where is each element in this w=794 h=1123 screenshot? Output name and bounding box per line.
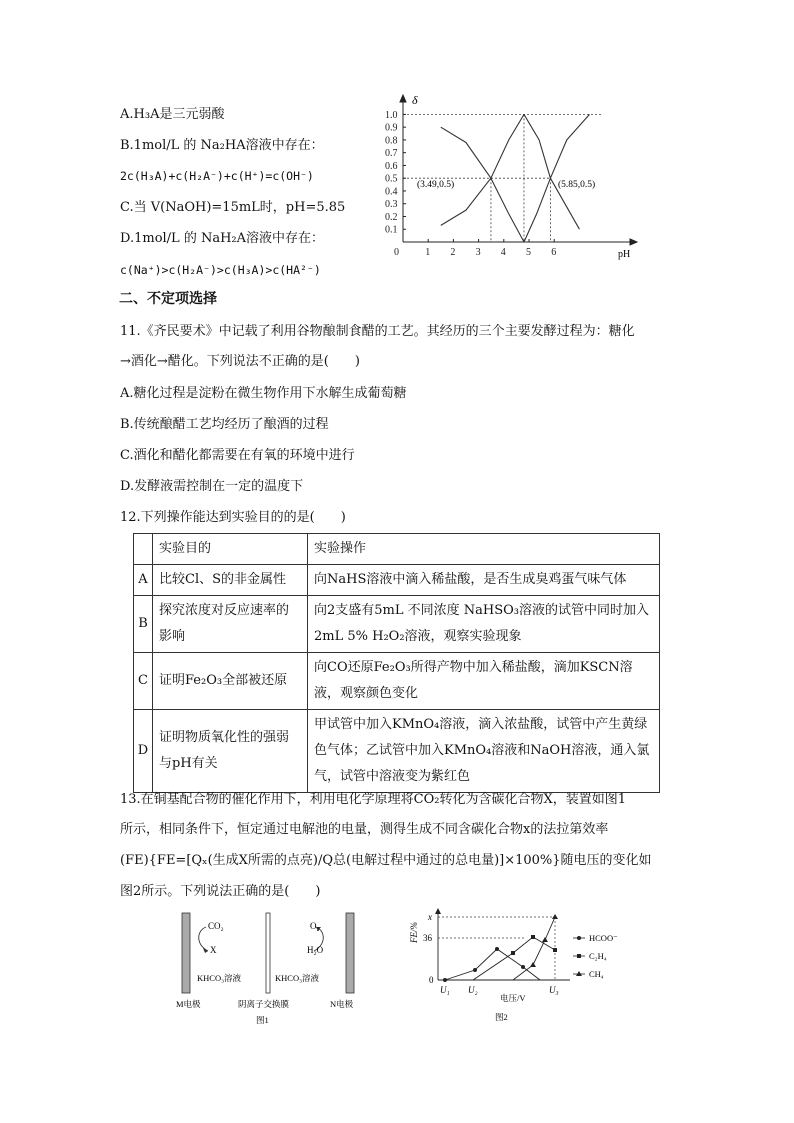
point [443,978,447,982]
q11-option-c: C.酒化和醋化都需要在有氧的环境中进行 [120,448,355,463]
legend-marker [576,971,582,976]
table-header-row [134,534,660,565]
x-tick-label: 0 [394,247,399,258]
series-c2h4 [473,937,555,980]
q10-option-d-equation: c(Na⁺)>c(H₂A⁻)>c(H₃A)>c(HA²⁻) [120,263,321,277]
table-row [134,565,660,596]
label-x: X [210,945,217,955]
x-tick-label: 6 [551,247,557,258]
label-co2: CO₂ [208,921,224,931]
series-ha2 [524,114,590,242]
y-tick-label: 0.4 [385,186,398,198]
table-row [134,710,660,793]
row-purpose: 证明Fe₂O₃全部被还原 [153,653,308,710]
point [531,935,535,939]
label-h2o: H₂O [307,945,324,955]
table-row [134,653,660,710]
q10-option-b: B.1mol/L 的 Na₂HA溶液中存在： [120,138,324,153]
point [542,937,548,942]
legend-marker [577,954,581,958]
q10-option-a: A.H₃A是三元弱酸 [120,107,225,122]
row-operation: 向CO还原Fe₂O₃所得产物中加入稀盐酸，滴加KSCN溶液，观察颜色变化 [308,653,660,710]
row-operation: 向NaHS溶液中滴入稀盐酸，是否生成臭鸡蛋气味气体 [308,565,660,596]
fig2-y-tick-0: 0 [429,975,434,985]
q13-line2: 所示，相同条件下，恒定通过电解池的电量，测得生成不同含碳化合物x的法拉第效率 [120,822,609,837]
q11-option-b: B.传统酿醋工艺均经历了酿酒的过程 [120,417,329,432]
q13-line3: (FE){FE=[Qₓ(生成X所需的点亮)/Q总(电解过程中通过的总电量)]×100%}随电压的变化如 [120,853,652,868]
chart-y-label: δ [412,93,418,107]
reaction-arrow-left [199,927,208,951]
legend-ch4: CH₄ [589,969,604,979]
label-khco3-right: KHCO₃溶液 [275,973,320,983]
exchange-membrane [266,913,270,993]
fig2-u3: U₃ [549,985,559,995]
figure-2-fe-chart [405,905,635,1025]
fig2-y-label: FE/% [409,922,419,943]
series-hcoo [445,949,540,980]
y-tick-label: 0.2 [385,211,398,223]
fig2-u1: U₁ [440,985,450,995]
row-key: A [134,565,153,596]
m-electrode [182,913,190,993]
point [552,914,558,919]
figure-2-caption: 图2 [495,1012,508,1022]
fig2-x-label: 电压/V [500,993,526,1003]
row-purpose: 探究浓度对反应速率的影响 [153,596,308,653]
row-operation: 向2支盛有5mL 不同浓度 NaHSO₃溶液的试管中同时加入2mL 5% H₂O₂溶液，观察实验现象 [308,596,660,653]
fig2-u2: U₂ [468,985,478,995]
fig2-y-tick-x: x [428,912,432,922]
figure-1-electrolysis-cell [170,905,370,1025]
q11-stem-line2: →酒化→醋化。下列说法不正确的是( ) [120,354,360,369]
chart-annotation-1: (3.49,0.5) [417,180,455,190]
q12-table [133,533,660,793]
row-purpose: 比较Cl、S的非金属性 [153,565,308,596]
y-tick-label: 0.5 [385,173,398,185]
table-header-cell: 实验目的 [153,534,308,565]
table-row [134,596,660,653]
point [553,948,557,952]
y-tick-label: 0.3 [385,199,398,211]
x-tick-label: 1 [425,247,431,258]
label-m-electrode: M电极 [176,999,201,1009]
q10-option-d: D.1mol/L 的 NaH₂A溶液中存在： [120,231,325,246]
q11-option-a: A.糖化过程是淀粉在微生物作用下水解生成葡萄糖 [120,386,407,401]
q13-line1: 13.在铜基配合物的催化作用下，利用电化学原理将CO₂转化为含碳化合物X，装置如图1 [120,792,627,807]
y-tick-label: 1.0 [385,109,398,121]
chart-x-label: pH [618,249,631,260]
x-tick-label: 3 [475,247,481,258]
y-tick-label: 0.6 [385,160,398,172]
chart-annotation-2: (5.85,0.5) [558,180,596,190]
y-tick-label: 0.8 [385,135,398,147]
row-operation: 甲试管中加入KMnO₄溶液，滴入浓盐酸，试管中产生黄绿色气体；乙试管中加入KMnO₄溶液和NaOH溶液，通入氯气，试管中溶液变为紫红色 [308,710,660,793]
n-electrode [346,913,354,993]
fig2-y-tick-36: 36 [423,933,432,943]
row-purpose: 证明物质氧化性的强弱与pH有关 [153,710,308,793]
point [521,965,525,969]
q10-option-c: C.当 V(NaOH)=15mL时，pH=5.85 [120,200,346,215]
x-tick-label: 2 [450,247,456,258]
x-tick-label: 5 [526,247,531,258]
section-title: 二、不定项选择 [119,291,217,307]
legend-c2h4: C₂H₄ [589,951,607,961]
point [473,968,477,972]
label-khco3-left: KHCO₃溶液 [197,973,242,983]
point [530,962,536,967]
series-h2a [441,114,580,229]
label-o2: O₂ [310,921,320,931]
y-tick-label: 0.1 [385,224,398,236]
label-membrane: 阴离子交换膜 [238,999,290,1009]
row-key: C [134,653,153,710]
label-n-electrode: N电极 [330,999,354,1009]
q11-stem-line1: 11.《齐民要术》中记载了利用谷物酿制食醋的工艺。其经历的三个主要发酵过程为：糖化 [120,324,635,339]
figure-1-caption: 图1 [256,1015,269,1025]
row-key: B [134,596,153,653]
table-header-cell [134,534,153,565]
legend-hcoo: HCOO⁻ [589,933,618,943]
point [495,947,499,951]
y-tick-label: 0.7 [385,148,398,160]
q10-option-b-equation: 2c(H₃A)+c(H₂A⁻)+c(H⁺)=c(OH⁻) [120,169,314,183]
table-header-cell: 实验操作 [308,534,660,565]
q13-line4: 图2所示。下列说法正确的是( ) [120,884,321,899]
q11-option-d: D.发酵液需控制在一定的温度下 [120,479,304,494]
distribution-chart [360,92,640,262]
q12-stem: 12.下列操作能达到实验目的的是( ) [120,510,346,525]
row-key: D [134,710,153,793]
y-tick-label: 0.9 [385,122,398,134]
x-tick-label: 4 [500,247,506,258]
legend-marker [577,936,581,940]
point [511,951,515,955]
